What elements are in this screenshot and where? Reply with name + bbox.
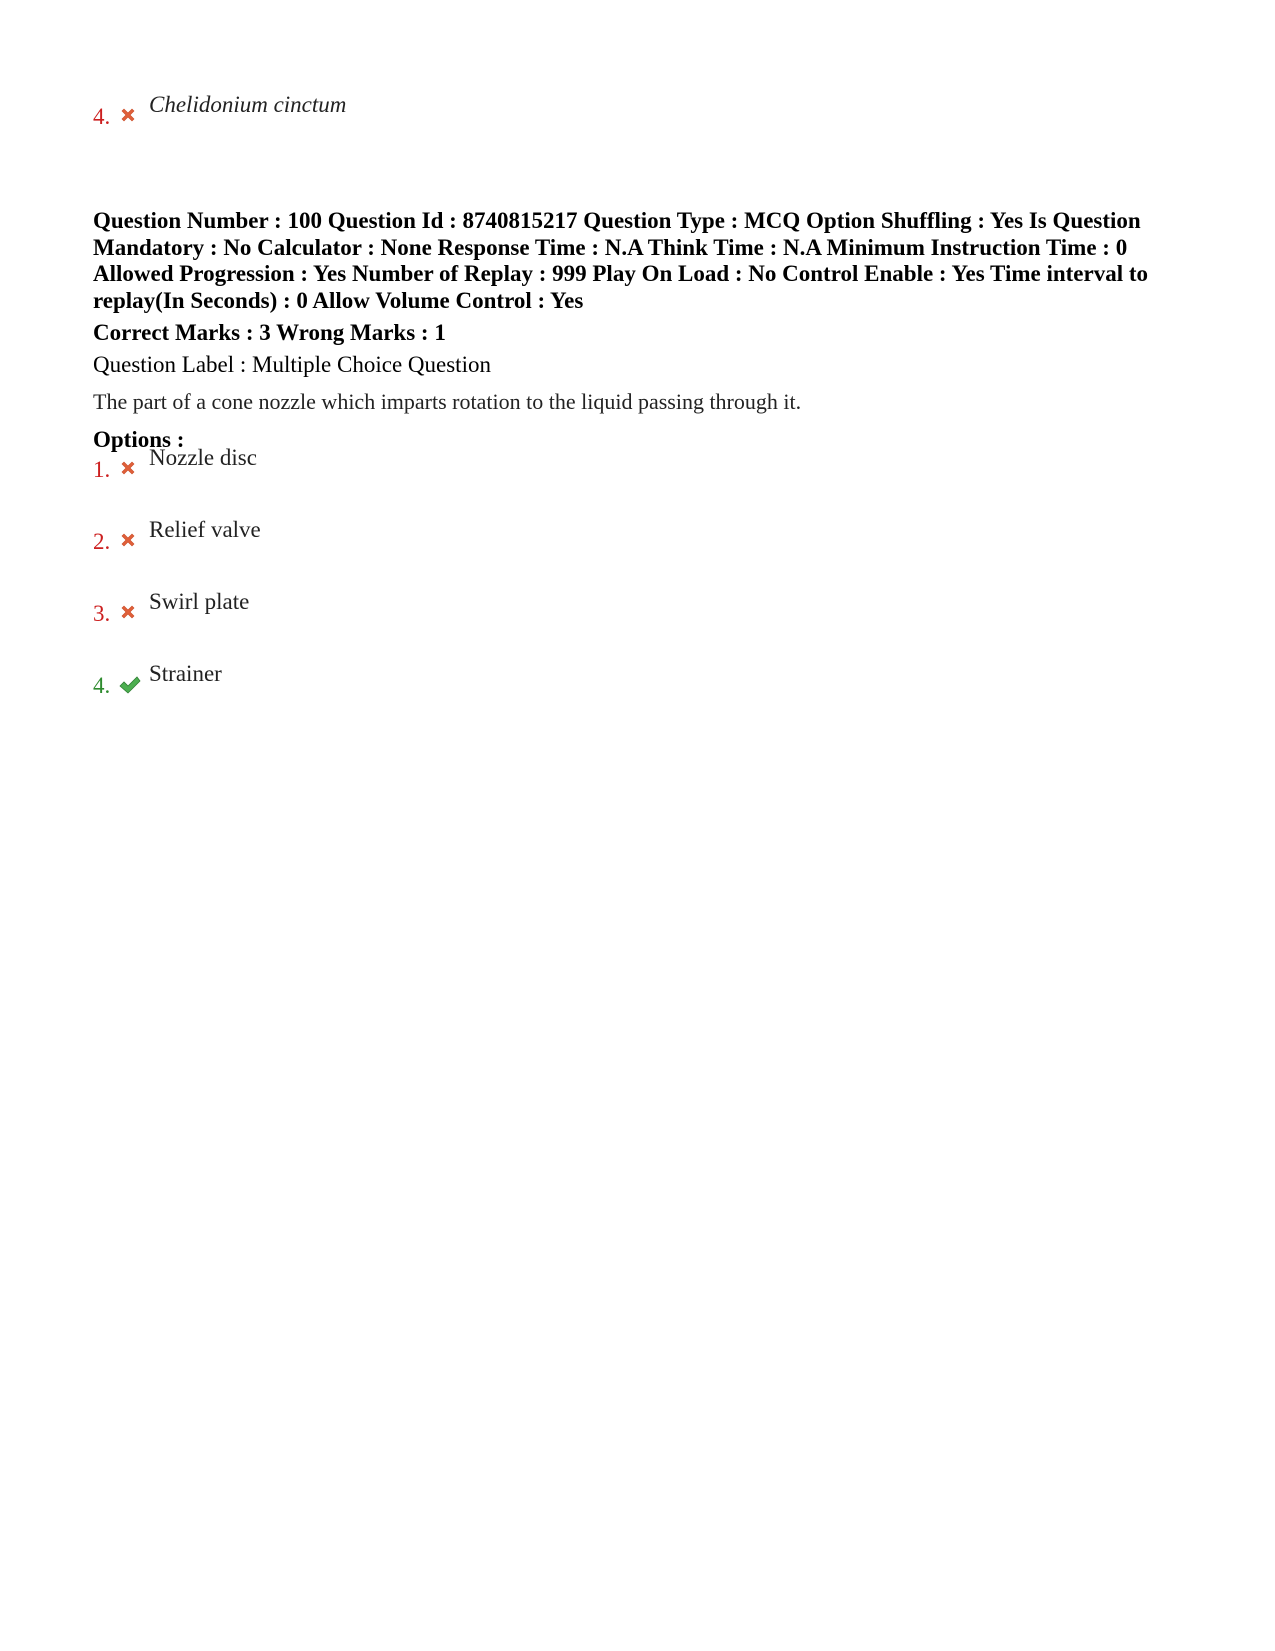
previous-question-option-4 <box>93 88 693 128</box>
question-label: Question Label : Multiple Choice Question <box>93 352 491 377</box>
option-2 <box>93 513 693 553</box>
option-text: Relief valve <box>149 517 261 542</box>
question-marks: Correct Marks : 3 Wrong Marks : 1 <box>93 320 446 345</box>
question-metadata: Question Number : 100 Question Id : 8740815217 Question Type : MCQ Option Shuffling : Yes Is Question Mandatory : No Calculator : None Response Time : N.A Think Time : N.A Minimum Instruction Time : 0 Allowed Progression : Yes Number of Replay : 999 Play On Load : No Control Enable : Yes Time interval to replay(In Seconds) : 0 Allow Volume Control : Yes <box>93 208 1149 313</box>
options-heading: Options : <box>93 427 185 452</box>
option-number: 4. <box>93 104 111 129</box>
cross-icon <box>119 531 137 549</box>
option-4 <box>93 657 693 697</box>
option-number: 3. <box>93 601 111 626</box>
option-text: Nozzle disc <box>149 445 257 470</box>
question-text: The part of a cone nozzle which imparts rotation to the liquid passing through it. <box>93 389 802 414</box>
option-text: Chelidonium cinctum <box>149 92 347 117</box>
option-text: Swirl plate <box>149 589 250 614</box>
option-3 <box>93 585 693 625</box>
option-number: 2. <box>93 529 111 554</box>
option-1 <box>93 441 693 481</box>
cross-icon <box>119 603 137 621</box>
cross-icon <box>119 106 137 124</box>
check-icon <box>119 675 141 695</box>
option-number: 1. <box>93 457 111 482</box>
option-text: Strainer <box>149 661 222 686</box>
option-number: 4. <box>93 673 111 698</box>
cross-icon <box>119 459 137 477</box>
